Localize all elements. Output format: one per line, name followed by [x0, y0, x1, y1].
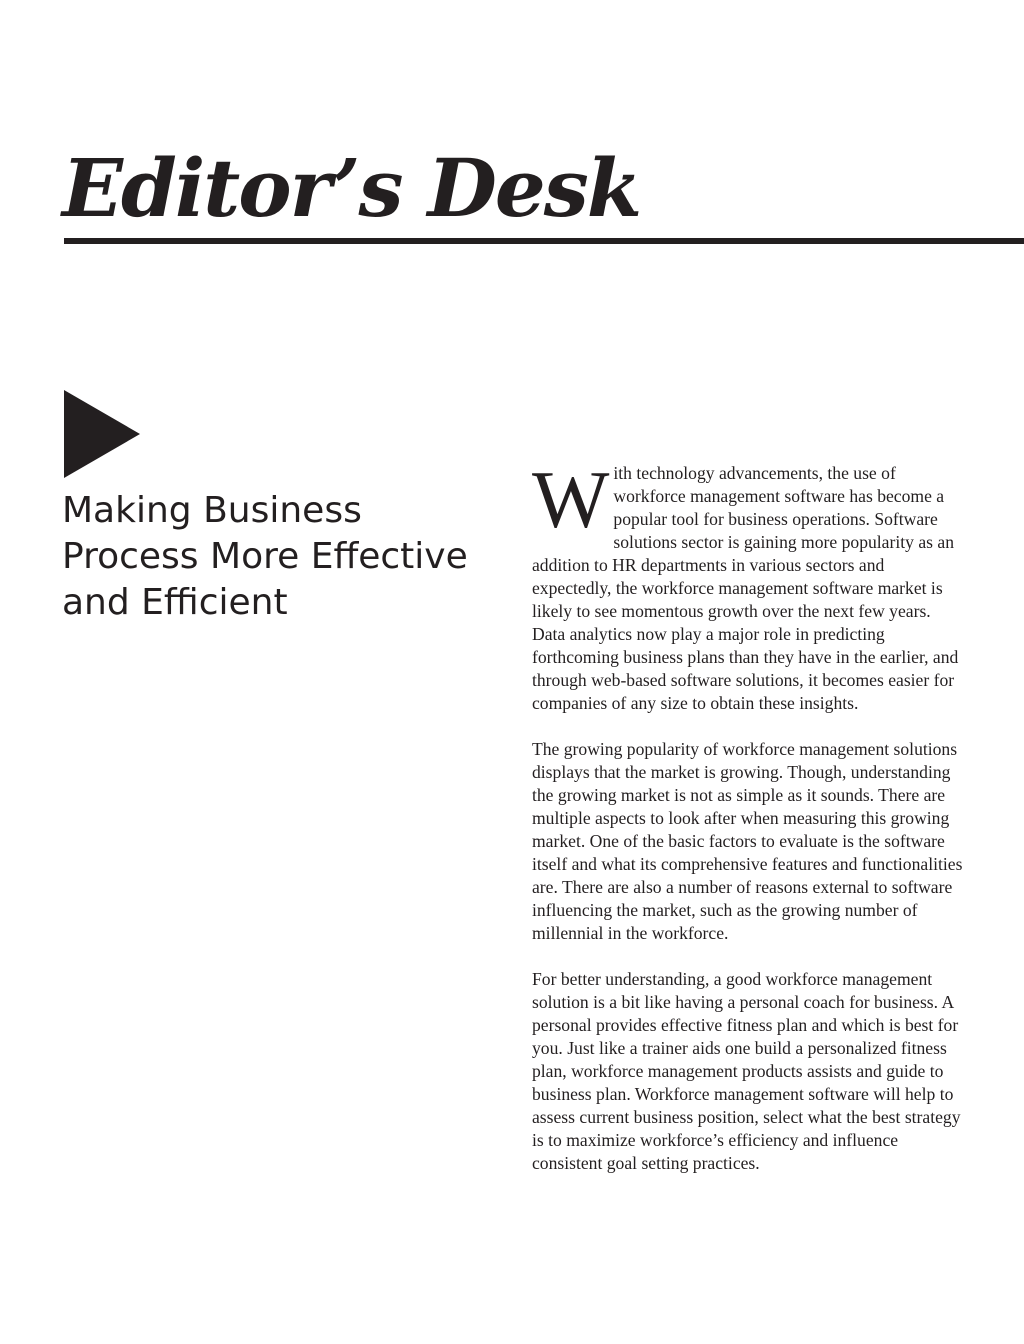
title-divider [64, 238, 1024, 244]
paragraph-1 [532, 454, 964, 715]
article-body [532, 454, 964, 1198]
article-subtitle: Making Business Process More Effective and Efficient [62, 490, 468, 623]
drop-cap: W [532, 454, 610, 545]
page-title: Editor’s Desk [62, 141, 641, 235]
paragraph-1-text: ith technology advancements, the use of workforce management software has become a popular tool for business operations. Software solutions sector is gaining more popularity as an addition to HR departments in various sectors and expectedly, the workforce management software market is likely to see momentous growth over the next few years. Data analytics now play a major role in predicting forthcoming business plans than they have in the earlier, and through web-based software solutions, it becomes easier for companies of any size to obtain these insights. [532, 463, 959, 713]
paragraph-3: For better understanding, a good workforce management solution is a bit like having a personal coach for business. A personal provides effective fitness plan and which is best for you. Just like a trainer aids one build a personalized fitness plan, workforce management products assists and guide to business plan. Workforce management software will help to assess current business position, select what the best strategy is to maximize workforce’s efficiency and influence consistent goal setting practices. [532, 969, 961, 1173]
play-icon [64, 390, 140, 478]
paragraph-2: The growing popularity of workforce management solutions displays that the market is growing. Though, understanding the growing market is not as simple as it sounds. There are multiple aspects to look after when measuring this growing market. One of the basic factors to evaluate is the software itself and what its comprehensive features and functionalities are. There are also a number of reasons external to software influencing the market, such as the growing number of millennial in the workforce. [532, 739, 963, 943]
